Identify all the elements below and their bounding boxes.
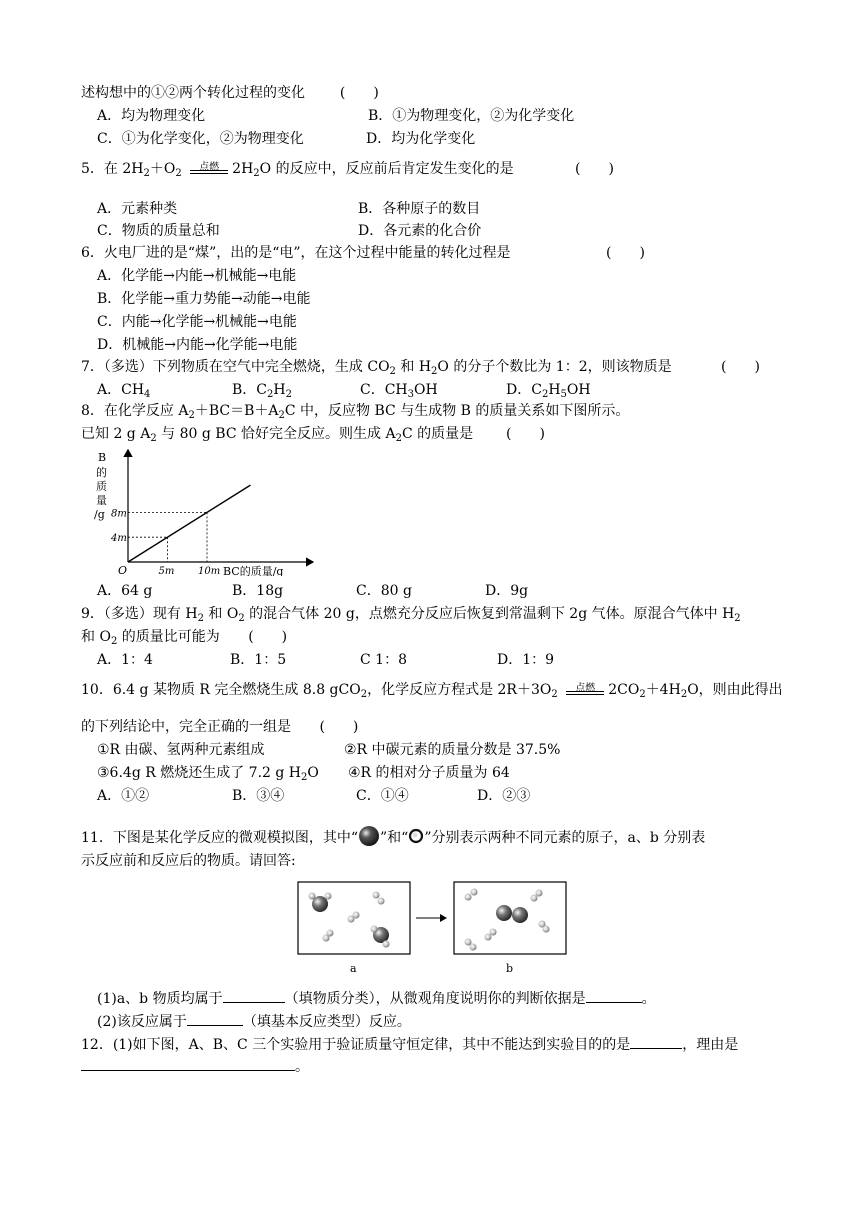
q7-option-d: D．$C_2H_5OH$: [506, 382, 591, 400]
q10-option-d: D．②③: [477, 788, 531, 804]
q7-stem: 7．（多选）下列物质在空气中完全燃烧，生成 $CO_2$ 和 $H_2O$ 的分子个数比为 1：2，则该物质是: [81, 359, 672, 377]
q4-option-d: D．均为化学变化: [366, 131, 476, 147]
q12-line2: 。: [81, 1056, 309, 1076]
q9-line1: 9．（多选）现有 $H_2$ 和 $O_2$ 的混合气体 20 g，点燃充分反应后恢复到常温剩下 2g 气体。原混合气体中 $H_2$: [81, 606, 741, 624]
q6-option-d: D．机械能→内能→化学能→电能: [97, 337, 298, 353]
q10-line2: 的下列结论中，完全正确的一组是 ( ): [81, 719, 359, 735]
y-axis-label-line5: /g: [94, 508, 105, 521]
q11-part2: (2)该反应属于 （填基本反应类型）反应。: [97, 1011, 411, 1031]
q5-stem: 5．在 $2H_2+O_2$ 点燃 $2H_2O$ 的反应中，反应前后肯定发生变化的是: [81, 161, 514, 179]
q4-stem: 述构想中的①②两个转化过程的变化 ( ): [81, 85, 379, 101]
q4-option-b: B．①为物理变化，②为化学变化: [368, 108, 575, 124]
y-axis-label-line3: 质: [96, 480, 107, 493]
q10-statement-1: ①R 由碳、氢两种元素组成: [97, 742, 265, 758]
q11-line1: 11．下图是某化学反应的微观模拟图，其中“ ”和“ ”分别表示两种不同元素的原子，a、b 分别表: [81, 825, 705, 847]
q8-option-a: A．64 g: [97, 583, 153, 599]
q6-option-c: C．内能→化学能→机械能→电能: [97, 314, 297, 330]
q8-line2: 已知 2 g $A_2$ 与 80 g BC 恰好完全反应。则生成 $A_2C$ 的质量是: [81, 426, 474, 444]
q5-option-b: B．各种原子的数目: [358, 201, 481, 217]
q8-paren: ( ): [506, 426, 545, 442]
data-line: [128, 485, 250, 562]
figure-label-a: a: [350, 962, 357, 974]
q7-option-c: C．$CH_3OH$: [360, 382, 438, 400]
x-tick-label-1: 5m: [158, 566, 175, 576]
q10-line1: 10．6.4 g 某物质 R 完全燃烧生成 8.8 gCO$_2$，化学反应方程式是 $2R+3O_2$ 点燃 $2CO_2+4H_2O$，则由此得出: [81, 682, 783, 700]
q10-option-b: B．③④: [232, 788, 285, 804]
q8-option-c: C．80 g: [356, 583, 412, 599]
q4-paren: ( ): [339, 85, 379, 101]
y-axis-label-line2: 的: [96, 466, 107, 479]
reaction-condition-q10: 点燃: [564, 681, 606, 699]
large-dark-atom-icon: [358, 825, 380, 847]
q10-statement-2: ②R 中碳元素的质量分数是 37.5%: [344, 742, 561, 758]
q7-option-b: B．$C_2H_2$: [232, 382, 292, 400]
q9-option-a: A．1：4: [97, 652, 153, 668]
q9-paren: ( ): [248, 629, 288, 645]
q5-paren: ( ): [575, 161, 614, 177]
small-light-atom-icon: [408, 828, 424, 844]
y-tick-label-2: 8m: [111, 508, 127, 520]
q10-option-c: C．①④: [356, 788, 409, 804]
q4-option-a: A．均为物理变化: [97, 108, 206, 124]
q6-paren: ( ): [606, 245, 645, 261]
q8-line1: 8．在化学反应 $A_2+BC=B+A_2C$ 中，反应物 BC 与生成物 B 的质量关系如下图所示。: [81, 403, 630, 421]
x-tick-label-2: 10m: [198, 566, 221, 576]
q10-paren: ( ): [319, 719, 359, 735]
q6-option-b: B．化学能→重力势能→动能→电能: [97, 291, 311, 307]
q12-blank-1[interactable]: [630, 1034, 682, 1049]
x-axis-label: BC的质量/g: [223, 565, 284, 576]
figure-label-b: b: [506, 962, 514, 974]
y-axis-label-line4: 量: [96, 494, 107, 507]
reaction-condition: 点燃: [188, 160, 230, 178]
q6-stem: 6．火电厂进的是“煤”，出的是“电”，在这个过程中能量的转化过程是: [81, 245, 511, 261]
q9-line2: 和 $O_2$ 的质量比可能为 ( ): [81, 629, 288, 647]
q5-option-a: A．元素种类: [97, 201, 178, 217]
q11-blank-3[interactable]: [187, 1011, 243, 1026]
q7-option-a: A．$CH_4$: [97, 382, 151, 400]
q11-blank-2[interactable]: [586, 988, 642, 1003]
q11-part1: (1)a、b 物质均属于 （填物质分类），从微观角度说明你的判断依据是 。: [97, 988, 656, 1008]
q9-option-b: B．1：5: [230, 652, 287, 668]
q11-blank-1[interactable]: [223, 988, 285, 1003]
q8-mass-chart: [88, 446, 318, 576]
q8-option-b: B．18g: [232, 583, 284, 599]
origin-label: O: [118, 564, 128, 576]
q4-option-c: C．①为化学变化，②为物理变化: [97, 131, 304, 147]
q11-reaction-figure: [296, 880, 568, 974]
q7-paren: ( ): [721, 359, 760, 375]
q5-option-c: C．物质的质量总和: [97, 223, 220, 239]
q9-option-d: D．1：9: [497, 652, 555, 668]
q12-line1: 12．(1)如下图，A、B、C 三个实验用于验证质量守恒定律，其中不能达到实验目的的是 ，理由是: [81, 1034, 738, 1054]
q5-option-d: D．各元素的化合价: [358, 223, 482, 239]
q12-blank-2[interactable]: [81, 1056, 295, 1071]
q11-line2: 示反应前和反应后的物质。请回答:: [81, 853, 296, 869]
q10-statement-3: ③6.4g R 燃烧还生成了 7.2 g $H_2O$: [97, 765, 319, 783]
q6-option-a: A．化学能→内能→机械能→电能: [97, 268, 297, 284]
y-tick-label-1: 4m: [111, 533, 127, 545]
q9-option-c: C 1：8: [360, 652, 407, 668]
q10-statement-4: ④R 的相对分子质量为 64: [348, 765, 510, 781]
y-axis-label-line1: B: [98, 451, 107, 464]
q10-option-a: A．①②: [97, 788, 150, 804]
q8-option-d: D．9g: [485, 583, 529, 599]
